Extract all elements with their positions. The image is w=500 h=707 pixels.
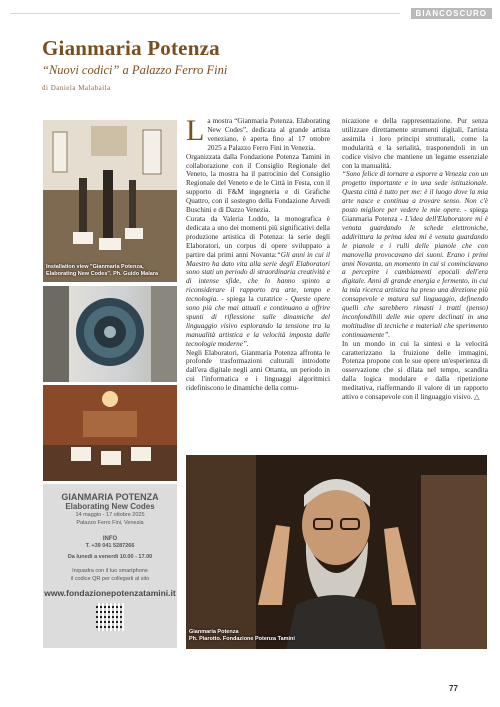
installation-photo <box>43 120 177 282</box>
drop-cap: L <box>186 114 205 147</box>
info-venue: Palazzo Ferro Fini, Venezia <box>76 520 144 526</box>
article-byline: di Daniela Malabaila <box>42 84 111 92</box>
qr-code[interactable] <box>96 603 124 631</box>
info-qr-line1: Inquadra con il tuo smartphone <box>72 568 148 574</box>
magazine-name: BIANCOSCURO <box>411 8 492 19</box>
article-subtitle: “Nuovi codici” a Palazzo Ferro Fini <box>42 63 228 77</box>
info-dates: 14 maggio - 17 ottobre 2025 <box>75 512 145 518</box>
info-label: INFO <box>102 536 118 542</box>
info-artist-name: GIANMARIA POTENZA <box>61 492 159 502</box>
header-rule <box>10 13 400 14</box>
body-paragraph: Organizzata dalla Fondazione Potenza Tamini in collaborazione con il Consiglio Regionale del Veneto, la mostra ha il patrocinio del Consiglio Regionale del Veneto e de le Città in Festa, con il supporto di F&M ingegneria e di Grafiche Quattro, con il sostegno della Fondazione Arvedi Buschini e di Dazzo Venezia. <box>186 152 330 215</box>
body-text: Curata da Valeria Loddo, la monografica è dedicata a uno dei momenti più significativi della produzione artistica di Potenza: la serie degli Elaboratori, un corpus di opere sviluppato a partire dai primi anni Novanta: <box>186 214 330 259</box>
portrait-caption <box>189 629 295 643</box>
body-paragraph <box>342 170 488 339</box>
body-text: - spiega Gianmaria Potenza - <box>342 206 488 223</box>
body-column-2 <box>342 117 488 402</box>
info-qr-line2: il codice QR per collegarti al sito <box>70 576 150 582</box>
artist-portrait-photo <box>186 455 487 649</box>
circular-artwork-photo <box>43 286 177 382</box>
portrait-caption-line-1: Gianmaria Potenza <box>189 629 239 635</box>
body-paragraph: nicazione e della rappresentazione. Pur senza utilizzare direttamente strumenti digitali, l'artista assimila i loro principi strutturali, come la modularità e la serialità, trasponendoli in un codice visivo che mantiene un legame essenziale con la manualità. <box>342 117 488 170</box>
installation-photo-caption: Installation view "Gianmaria Potenza, Elaborating New Codes". Ph. Guido Malara <box>46 264 159 277</box>
body-paragraph: a mostra “Gianmaria Potenza. Elaborating New Codes”, dedicata al grande artista veneziano, è aperta fino al 17 ottobre 2025 a Palazzo Ferro Fini in Venezia. <box>207 117 330 152</box>
info-phone: T. +39 041 5287266 <box>85 543 135 549</box>
artist-portrait-illustration <box>186 455 487 649</box>
quote-text: Queste opere sono più che mai attuali e continuano a offrire spunti di riflessione sulle dinamiche del linguaggio visivo esplorando la tensione tra la manualità artistica e la velocità imposta dalle tecnologie moderne”. <box>186 295 330 348</box>
page-number: 77 <box>449 684 458 693</box>
quote-text: L'idea dell'Elaboratore mi è venuta guardando le schede elettroniche, addirittura la prima idea mi è venuta guardando le pianole e i rulli delle pianole che con manovella provocavano dei suoni. Erano i primi anni Novanta, un momento in cui si cominciavano a percepire i cambiamenti epocali dell'era digitale. Anni di grande energia e fermento, in cui la mia ricerca artistica ha preso una direzione più consapevole e matura sul linguaggio, definendo quelli che sarebbero rimasti i tratti (penso) inconfondibili delle mie opere declinati in una moltitudine di tecniche e materiali che sperimento continuamente”. <box>342 214 488 339</box>
info-box <box>43 484 177 648</box>
info-hours: Da lunedì a venerdì 10.00 - 17.00 <box>67 554 153 560</box>
portrait-caption-line-2: Ph. Piarotto. Fondazione Potenza Tamini <box>189 636 295 642</box>
body-paragraph: Negli Elaboratori, Gianmaria Potenza affronta le profonde trasformazioni culturali introdotte dall'era digitale negli anni Ottanta, un periodo in cui l'informatica e i linguaggi algoritmici ridefiniscono le dinamiche della comu- <box>186 348 330 393</box>
body-paragraph <box>186 215 330 349</box>
article-title: Gianmaria Potenza <box>42 36 220 60</box>
red-room-photo <box>43 385 177 481</box>
info-exhibition-title: Elaborating New Codes <box>65 502 155 511</box>
info-website-link[interactable]: www.fondazionepotenzatamini.it <box>44 588 176 598</box>
installation-illustration <box>43 120 177 282</box>
red-room-illustration <box>43 385 177 481</box>
quote-text: “Sono felice di tornare a esporre a Venezia con un progetto importante e in una sede istituzionale. Questa città è tutto per me: è il luogo dove la mia arte nasce e continua a trovare senso. Non c'è posto migliore per vedere le mie opere. <box>342 170 488 215</box>
body-text: - spiega la curatrice - <box>218 295 291 304</box>
body-column-1 <box>186 114 330 393</box>
body-paragraph: In un mondo in cui la sintesi e la velocità caratterizzano la fruizione delle immagini, Potenza propone con le sue opere un'esperienza di osservazione che si dilata nel tempo, scandita dalla logica modulare e dalla ripetizione meditativa, riaffermando il valore di un rapporto attivo e consapevole con il linguaggio visivo. △ <box>342 339 488 402</box>
circular-artwork-illustration <box>43 286 177 382</box>
quote-text: “Gli anni in cui il Maestro ha dato vita alla serie degli Elaboratori sono stati un periodo di straordinaria creatività e di intense sfide, che lo hanno spinto a riconsiderare il rapporto tra arte, tempo e tecnologia. <box>186 250 330 304</box>
